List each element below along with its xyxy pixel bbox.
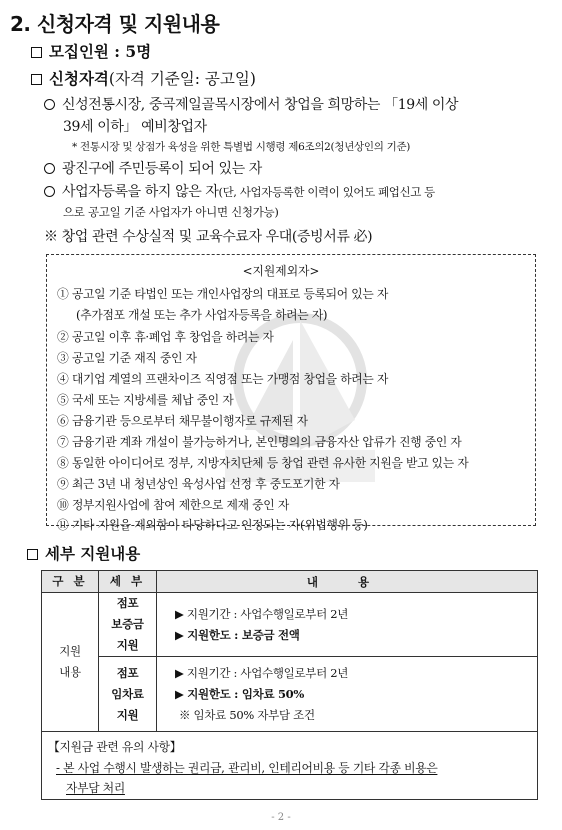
qualification-heading [31, 67, 256, 89]
qualification-item-1-line1: 신성전통시장, 중곡제일골목시장에서 창업을 희망하는 「19세 이상 [62, 97, 459, 113]
details-heading-text: 세부 지원내용 [45, 544, 141, 563]
header-category: 구 분 [42, 571, 99, 593]
row1-period: ▶ 지원기간 : 사업수행일로부터 2년 [175, 606, 349, 621]
square-bullet-icon [27, 549, 38, 560]
group-label-line1: 지원 [59, 644, 81, 658]
qualification-heading-note: (자격 기준일: 공고일) [108, 70, 256, 88]
table-header-row [42, 571, 538, 593]
row2-detail-line1: 점포 [116, 665, 139, 680]
qualification-item-3 [44, 181, 435, 201]
qualification-item-1-line2: 39세 이하」 예비창업자 [63, 119, 207, 135]
notice-line2: 자부담 처리 [66, 781, 125, 795]
notice-title: 【지원금 관련 유의 사항】 [48, 740, 182, 754]
preference-note: ※ 창업 관련 수상실적 및 교육수료자 우대(증빙서류 必) [44, 229, 373, 245]
row2-content-cell [157, 657, 538, 732]
exclusion-title: <지원제외자> [242, 264, 320, 278]
exclusion-item-11: ⑪ 기타 지원을 제외함이 타당하다고 인정되는 자(위법행위 등) [57, 518, 368, 532]
page-number: - 2 - [271, 812, 291, 823]
exclusion-item-6: ⑥ 금융기관 등으로부터 채무불이행자로 규제된 자 [57, 414, 308, 428]
exclusion-item-5: ⑤ 국세 또는 지방세를 체납 중인 자 [57, 393, 234, 407]
square-bullet-icon [31, 47, 42, 58]
exclusion-item-3: ③ 공고일 기준 재직 중인 자 [57, 351, 197, 365]
exclusion-item-7: ⑦ 금융기관 계좌 개설이 불가능하거나, 본인명의의 금융자산 압류가 진행 중인 자 [57, 435, 462, 449]
group-label-cell [42, 593, 99, 732]
exclusion-item-4: ④ 대기업 계열의 프랜차이즈 직영점 또는 가맹점 창업을 하려는 자 [57, 372, 389, 386]
support-details-table [41, 570, 538, 732]
qualification-heading-text: 신청자격 [49, 69, 109, 88]
row1-limit: ▶ 지원한도 : 보증금 전액 [175, 627, 300, 642]
qualification-item-3-line2: 으로 공고일 기준 사업자가 아니면 신청가능) [63, 205, 279, 219]
row1-detail-line3: 지원 [116, 638, 139, 652]
row2-period: ▶ 지원기간 : 사업수행일로부터 2년 [175, 665, 349, 680]
table-row [42, 593, 538, 657]
square-bullet-icon [31, 74, 42, 85]
row1-detail-cell [99, 593, 157, 657]
qualification-item-3-tail: (단, 사업자등록한 이력이 있어도 폐업신고 등 [218, 185, 435, 199]
group-label-line2: 내용 [59, 665, 81, 679]
circle-bullet-icon [44, 163, 55, 174]
row2-detail-line3: 지원 [116, 707, 139, 722]
header-detail: 세 부 [99, 571, 157, 593]
row1-content-cell [157, 593, 538, 657]
details-heading [27, 542, 140, 564]
qualification-item-1-note: * 전통시장 및 상점가 육성을 위한 특별법 시행령 제6조의2(청년상인의 기준) [72, 141, 411, 153]
section-title: 2. 신청자격 및 지원내용 [10, 12, 220, 36]
row2-limit: ▶ 지원한도 : 임차료 50% [175, 686, 304, 701]
row1-detail-line2: 보증금 [111, 617, 144, 631]
header-content: 내 용 [157, 571, 538, 593]
exclusion-item-9: ⑨ 최근 3년 내 청년상인 육성사업 선정 후 중도포기한 자 [57, 477, 340, 491]
row1-detail-line1: 점포 [116, 596, 139, 610]
notice-block [41, 732, 538, 800]
qualification-item-1 [44, 94, 458, 114]
exclusion-item-8: ⑧ 동일한 아이디어로 정부, 지방자치단체 등 창업 관련 유사한 지원을 받고 있는 자 [57, 456, 469, 470]
recruit-label: 모집인원 : 5명 [49, 42, 152, 61]
qualification-item-2 [44, 158, 262, 178]
table-row [42, 657, 538, 732]
circle-bullet-icon [44, 186, 55, 197]
exclusion-item-1: ① 공고일 기준 타법인 또는 개인사업장의 대표로 등록되어 있는 자 [57, 287, 389, 301]
qualification-item-2-text: 광진구에 주민등록이 되어 있는 자 [62, 161, 262, 177]
circle-bullet-icon [44, 99, 55, 110]
qualification-item-3-main: 사업자등록을 하지 않은 자 [62, 184, 219, 200]
row2-detail-cell [99, 657, 157, 732]
notice-line1: - 본 사업 수행시 발생하는 권리금, 관리비, 인테리어비용 등 기타 각종 비용은 [56, 761, 438, 775]
row2-detail-line2: 임차료 [111, 686, 144, 701]
exclusion-item-2: ② 공고일 이후 휴·폐업 후 창업을 하려는 자 [57, 330, 274, 344]
exclusion-item-10: ⑩ 정부지원사업에 참여 제한으로 제재 중인 자 [57, 498, 289, 512]
recruit-line [31, 40, 151, 62]
exclusion-item-1-sub: (추가점포 개설 또는 추가 사업자등록을 하려는 자) [76, 308, 328, 322]
row2-note: ※ 임차료 50% 자부담 조건 [179, 707, 315, 722]
